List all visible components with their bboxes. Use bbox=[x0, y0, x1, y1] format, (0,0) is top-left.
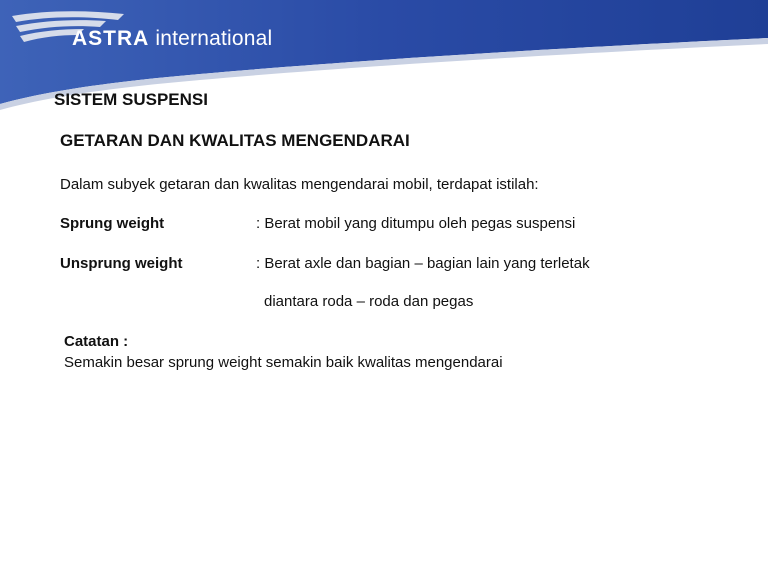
company-logo bbox=[72, 27, 272, 51]
note-label: Catatan : bbox=[64, 333, 129, 350]
definition-sprung-weight: : Berat mobil yang ditumpu oleh pegas suspensi bbox=[256, 215, 576, 232]
intro-text: Dalam subyek getaran dan kwalitas mengendarai mobil, terdapat istilah: bbox=[60, 176, 539, 193]
slide-title: SISTEM SUSPENSI bbox=[54, 90, 208, 109]
definition-unsprung-weight: : Berat axle dan bagian – bagian lain yang terletak bbox=[256, 255, 590, 272]
definition-unsprung-weight-cont: diantara roda – roda dan pegas bbox=[264, 293, 474, 310]
logo-sub: international bbox=[155, 27, 273, 50]
note-text: Semakin besar sprung weight semakin baik kwalitas mengendarai bbox=[64, 354, 503, 371]
term-unsprung-weight: Unsprung weight bbox=[60, 255, 183, 272]
slide-subtitle: GETARAN DAN KWALITAS MENGENDARAI bbox=[60, 131, 410, 150]
logo-brand: ASTRA bbox=[72, 27, 150, 50]
term-sprung-weight: Sprung weight bbox=[60, 215, 165, 232]
